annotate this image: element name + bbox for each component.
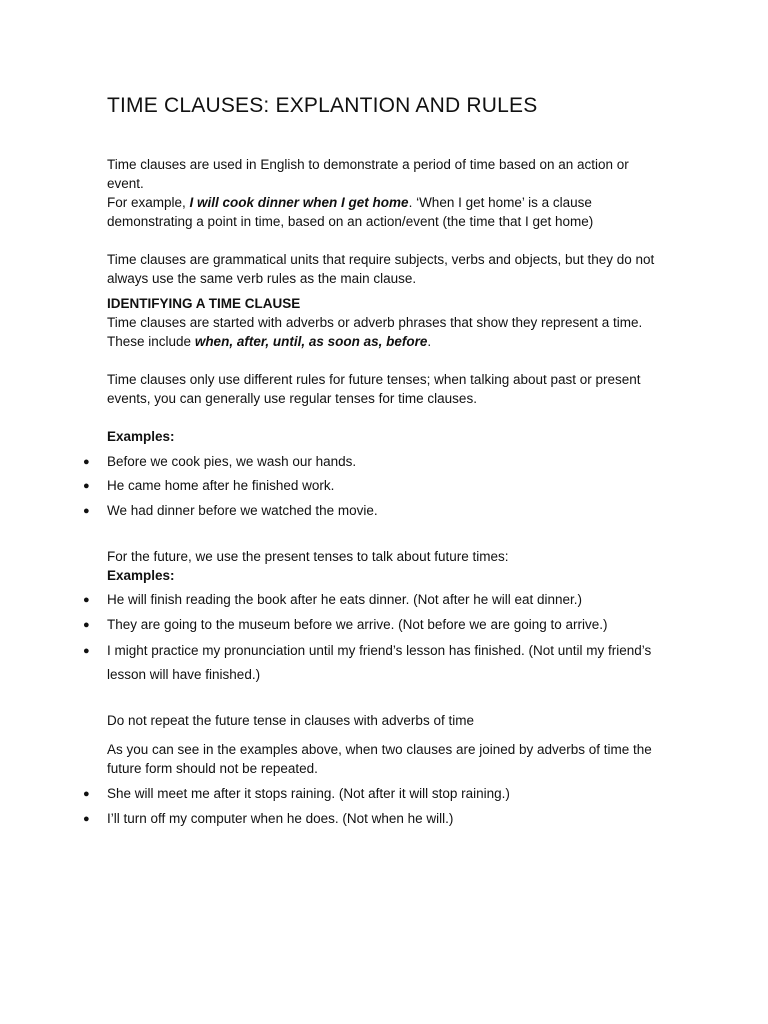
bullet-icon: ● [83, 505, 90, 517]
intro-line-1: Time clauses are used in English to demonstrate a period of time based on an action or [107, 157, 629, 172]
bullet-icon: ● [83, 594, 90, 606]
list-item [83, 450, 677, 474]
examples-label-2: Examples: [107, 568, 175, 583]
bullet-icon: ● [83, 788, 90, 800]
list-item [83, 474, 677, 498]
list-item-text: I’ll turn off my computer when he does. (Not when he will.) [107, 811, 454, 826]
as-you-see-paragraph: As you can see in the examples above, when two clauses are joined by adverbs of time the future form should not be repeated. [107, 742, 652, 776]
identifying-line-2 [107, 332, 677, 351]
list-item [83, 782, 677, 806]
adverbs-suffix: . [427, 334, 432, 349]
bullet-icon: ● [83, 480, 90, 492]
intro-example-line [107, 193, 677, 212]
list-item [83, 807, 677, 831]
identifying-line-1: Time clauses are started with adverbs or adverb phrases that show they represent a time. [107, 315, 643, 330]
identifying-paragraph [107, 313, 677, 351]
example-sentence: I will cook dinner when I get home [189, 195, 409, 210]
bullet-icon: ● [83, 619, 90, 631]
adverbs-prefix: These include [107, 334, 195, 349]
grammatical-units-paragraph: Time clauses are grammatical units that require subjects, verbs and objects, but they do not always use the same verb rules as the main clause. [107, 252, 655, 286]
page-title: TIME CLAUSES: EXPLANTION AND RULES [107, 94, 538, 117]
bullet-icon: ● [83, 645, 90, 657]
repeat-note: Do not repeat the future tense in clauses with adverbs of time [107, 713, 474, 728]
list-item-text: She will meet me after it stops raining. (Not after it will stop raining.) [107, 786, 510, 801]
bullet-icon: ● [83, 813, 90, 825]
list-item-text: We had dinner before we watched the movie. [107, 503, 378, 518]
list-item [83, 588, 677, 612]
intro-line-2: event. [107, 176, 144, 191]
example-suffix: . ‘When I get home’ is a clause [408, 195, 592, 210]
adverbs-list: when, after, until, as soon as, before [194, 334, 428, 349]
list-item-text: He came home after he finished work. [107, 478, 335, 493]
list-item-text: He will finish reading the book after he eats dinner. (Not after he will eat dinner.) [107, 592, 583, 607]
examples-label-1: Examples: [107, 429, 175, 444]
intro-line-4: demonstrating a point in time, based on an action/event (the time that I get home) [107, 214, 594, 229]
list-item-text: They are going to the museum before we arrive. (Not before we are going to arrive.) [107, 617, 608, 632]
identifying-heading: IDENTIFYING A TIME CLAUSE [107, 296, 301, 311]
list-item-text: Before we cook pies, we wash our hands. [107, 454, 357, 469]
intro-paragraph [107, 155, 677, 231]
list-item [83, 613, 677, 637]
future-rules-paragraph: Time clauses only use different rules for future tenses; when talking about past or present events, you can generally use regular tenses for time clauses. [107, 372, 641, 406]
bullet-icon: ● [83, 456, 90, 468]
list-item [83, 499, 677, 523]
list-item [83, 639, 677, 687]
example-prefix: For example, [107, 195, 190, 210]
list-item-text: I might practice my pronunciation until my friend’s lesson has finished. (Not until my friend’s lesson will have finished.) [107, 643, 652, 682]
future-intro: For the future, we use the present tenses to talk about future times: [107, 549, 509, 564]
